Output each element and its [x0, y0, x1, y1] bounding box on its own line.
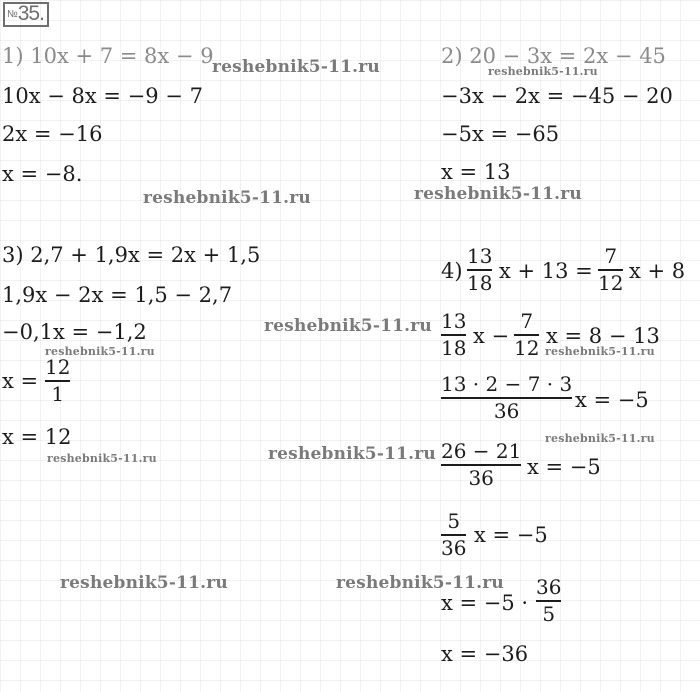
equation-3-step-1: 1,9x − 2x = 1,5 − 2,7 — [2, 283, 233, 307]
watermark: reshebnik5-11.ru — [414, 184, 582, 204]
equation-4-step-3-tail: x = −5 — [527, 455, 601, 479]
fraction-denominator: 18 — [441, 335, 467, 360]
equation-4-step-5-fraction — [536, 576, 561, 625]
equation-3-step-2: −0,1x = −1,2 — [2, 320, 147, 344]
problem-number-badge — [3, 2, 49, 27]
fraction-numerator: 5 — [447, 509, 461, 533]
fraction-numerator: 7 — [604, 244, 618, 268]
fraction-numerator: 26 − 21 — [441, 439, 522, 463]
watermark: reshebnik5-11.ru — [143, 188, 311, 208]
watermark: reshebnik5-11.ru — [60, 573, 228, 593]
equation-4-step-5-head: x = −5 · — [441, 591, 529, 615]
equation-3-fraction — [45, 356, 70, 405]
equation-4-fraction-b — [598, 245, 623, 294]
fraction-denominator: 36 — [468, 465, 494, 490]
equation-4-step-4-tail: x = −5 — [474, 523, 548, 547]
fraction-numerator: 13 · 2 − 7 · 3 — [441, 372, 573, 396]
fraction-denominator: 1 — [51, 381, 65, 406]
equation-2-step-2: −5x = −65 — [441, 122, 560, 146]
equation-3-header: 3) 2,7 + 1,9x = 2x + 1,5 — [2, 243, 261, 267]
equation-4-step-4-fraction — [441, 510, 466, 559]
equation-4-step-1-fraction-b — [514, 310, 539, 359]
equation-3-answer: x = 12 — [2, 425, 72, 449]
watermark: reshebnik5-11.ru — [545, 345, 655, 358]
watermark: reshebnik5-11.ru — [268, 444, 436, 464]
equation-1-answer: x = −8. — [2, 162, 83, 186]
equation-4-step-2-tail: x = −5 — [575, 388, 649, 412]
equation-4-answer: x = −36 — [441, 642, 529, 666]
fraction-numerator: 36 — [536, 575, 562, 599]
equation-3-step-3-prefix: x = — [2, 369, 39, 393]
equation-4-step-3-fraction — [441, 440, 521, 489]
watermark: reshebnik5-11.ru — [47, 452, 157, 465]
watermark: reshebnik5-11.ru — [488, 65, 598, 78]
watermark: reshebnik5-11.ru — [264, 316, 432, 336]
equation-2-header: 2) 20 − 3x = 2x − 45 — [441, 44, 666, 68]
watermark: reshebnik5-11.ru — [212, 57, 380, 77]
fraction-denominator: 36 — [441, 535, 467, 560]
fraction-denominator: 36 — [493, 398, 520, 423]
equation-4-header-middle: x + 13 = — [499, 259, 593, 283]
equation-1-header: 1) 10x + 7 = 8x − 9 — [2, 44, 214, 68]
fraction-numerator: 13 — [441, 309, 467, 333]
equation-1-step-2: 2x = −16 — [2, 122, 103, 146]
equation-4-label: 4) — [441, 259, 463, 283]
equation-4-step-1-fraction-a — [441, 310, 466, 359]
fraction-numerator: 13 — [467, 244, 493, 268]
number-sign: № — [7, 9, 18, 20]
fraction-denominator: 18 — [467, 270, 493, 295]
equation-4-step-1-tail: x = 8 − 13 — [546, 324, 660, 348]
fraction-denominator: 5 — [542, 601, 556, 626]
equation-2-step-1: −3x − 2x = −45 − 20 — [441, 84, 673, 108]
problem-number: 35. — [17, 2, 44, 25]
equation-4-step-1-middle: x − — [473, 324, 510, 348]
fraction-numerator: 12 — [45, 355, 71, 379]
equation-1-step-1: 10x − 8x = −9 − 7 — [2, 84, 203, 108]
fraction-numerator: 7 — [520, 309, 534, 333]
watermark: reshebnik5-11.ru — [45, 345, 155, 358]
watermark: reshebnik5-11.ru — [336, 573, 504, 593]
fraction-denominator: 12 — [598, 270, 624, 295]
equation-4-step-2-fraction — [441, 373, 572, 422]
equation-4-fraction-a — [467, 245, 492, 294]
equation-4-header-tail: x + 8 — [629, 259, 686, 283]
equation-2-answer: x = 13 — [441, 160, 511, 184]
fraction-denominator: 12 — [514, 335, 540, 360]
watermark: reshebnik5-11.ru — [545, 432, 655, 445]
